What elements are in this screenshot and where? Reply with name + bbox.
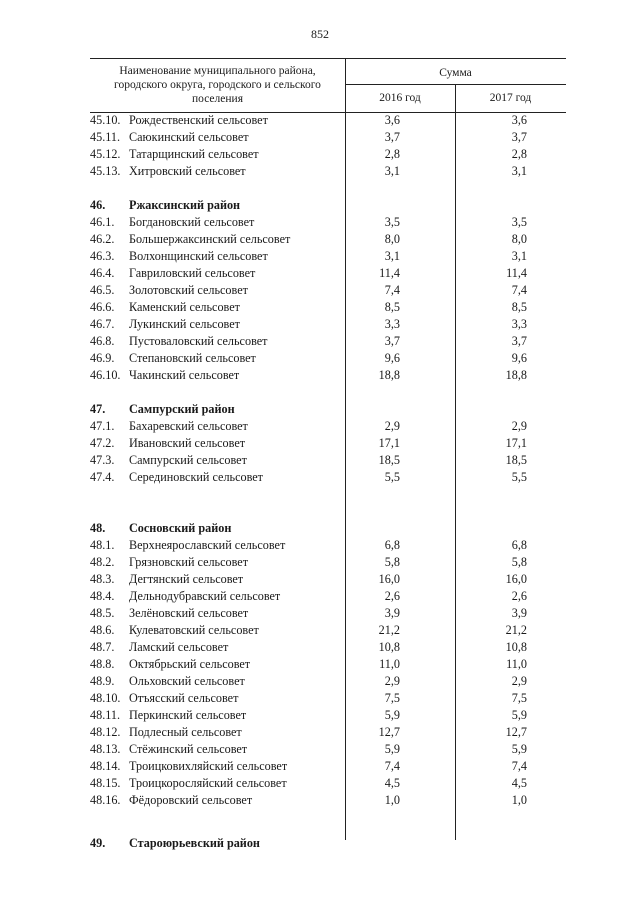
row-value-2017: 3,1: [511, 249, 527, 263]
row-value-2016: 7,4: [384, 759, 400, 773]
table-row: [90, 333, 550, 350]
row-name: Бахаревский сельсовет: [129, 419, 248, 433]
row-value-2016: 6,8: [384, 538, 400, 552]
row-value-2016: 3,3: [384, 317, 400, 331]
district-row: [90, 835, 550, 852]
row-code: 48.3.: [90, 572, 115, 586]
row-value-2016: 5,8: [384, 555, 400, 569]
row-code: 48.7.: [90, 640, 115, 654]
row-value-2016: 3,7: [384, 334, 400, 348]
row-code: 48.12.: [90, 725, 121, 739]
page-number: 852: [311, 27, 329, 41]
row-value-2017: 3,7: [511, 130, 527, 144]
row-name: Фёдоровский сельсовет: [129, 793, 253, 807]
row-name: Пустоваловский сельсовет: [129, 334, 268, 348]
row-value-2016: 3,1: [384, 164, 400, 178]
row-code: 48.4.: [90, 589, 115, 603]
row-value-2016: 5,9: [384, 708, 400, 722]
district-row: [90, 520, 550, 537]
table-row: [90, 707, 550, 724]
row-value-2016: 7,5: [384, 691, 400, 705]
table-row: [90, 605, 550, 622]
row-code: 48.5.: [90, 606, 115, 620]
district-row: [90, 197, 550, 214]
row-name: Богдановский сельсовет: [129, 215, 255, 229]
row-value-2016: 11,4: [379, 266, 400, 280]
row-name: Кулеватовский сельсовет: [129, 623, 259, 637]
table-row: [90, 741, 550, 758]
row-code: 48.9.: [90, 674, 115, 688]
row-name: Дегтянский сельсовет: [129, 572, 244, 586]
row-value-2017: 3,5: [511, 215, 527, 229]
table-row: [90, 129, 550, 146]
row-code: 45.10.: [90, 113, 121, 127]
row-value-2017: 5,8: [511, 555, 527, 569]
table-row: [90, 469, 550, 486]
table-top-border: [90, 58, 566, 59]
header-year-2016: 2016 год: [379, 92, 421, 104]
table-row: [90, 554, 550, 571]
row-name: Хитровский сельсовет: [129, 164, 246, 178]
row-name: Отъясский сельсовет: [129, 691, 239, 705]
table-row: [90, 299, 550, 316]
row-value-2017: 8,5: [511, 300, 527, 314]
row-code: 46.10.: [90, 368, 121, 382]
row-value-2017: 2,9: [511, 419, 527, 433]
row-code: 47.2.: [90, 436, 115, 450]
row-code: 46.5.: [90, 283, 115, 297]
row-name: Сампурский район: [129, 402, 235, 416]
row-code: 48.2.: [90, 555, 115, 569]
row-name: Дельнодубравский сельсовет: [129, 589, 281, 603]
row-value-2017: 16,0: [505, 572, 527, 586]
table-row: [90, 316, 550, 333]
table-row: [90, 792, 550, 809]
row-value-2017: 17,1: [505, 436, 527, 450]
table-row: [90, 282, 550, 299]
table-row: [90, 690, 550, 707]
row-value-2016: 21,2: [378, 623, 400, 637]
row-code: 46.: [90, 198, 106, 212]
row-name: Зелёновский сельсовет: [129, 606, 249, 620]
row-value-2016: 3,1: [384, 249, 400, 263]
row-value-2017: 5,5: [511, 470, 527, 484]
row-value-2016: 8,0: [384, 232, 400, 246]
row-code: 47.4.: [90, 470, 115, 484]
row-name: Ламский сельсовет: [129, 640, 229, 654]
row-value-2017: 9,6: [511, 351, 527, 365]
row-value-2016: 17,1: [378, 436, 400, 450]
row-value-2016: 18,8: [378, 368, 400, 382]
row-value-2016: 2,6: [384, 589, 400, 603]
row-value-2017: 4,5: [511, 776, 527, 790]
row-code: 48.16.: [90, 793, 121, 807]
row-code: 46.7.: [90, 317, 115, 331]
row-value-2017: 5,9: [511, 708, 527, 722]
row-code: 45.12.: [90, 147, 121, 161]
row-value-2017: 18,8: [505, 368, 527, 382]
row-name: Ольховский сельсовет: [129, 674, 245, 688]
row-value-2017: 11,4: [506, 266, 527, 280]
row-value-2016: 10,8: [378, 640, 400, 654]
table-row: [90, 775, 550, 792]
row-value-2016: 8,5: [384, 300, 400, 314]
row-code: 48.10.: [90, 691, 121, 705]
header-sum: Сумма: [439, 67, 472, 79]
row-code: 47.1.: [90, 419, 115, 433]
row-value-2016: 16,0: [378, 572, 400, 586]
row-code: 49.: [90, 836, 106, 850]
row-code: 46.3.: [90, 249, 115, 263]
row-code: 46.8.: [90, 334, 115, 348]
table-row: [90, 656, 550, 673]
table-row: [90, 758, 550, 775]
row-value-2017: 2,9: [511, 674, 527, 688]
row-code: 46.2.: [90, 232, 115, 246]
row-code: 46.1.: [90, 215, 115, 229]
row-name: Чакинский сельсовет: [129, 368, 240, 382]
row-name: Сампурский сельсовет: [129, 453, 247, 467]
row-value-2016: 3,9: [384, 606, 400, 620]
row-code: 46.6.: [90, 300, 115, 314]
row-code: 48.15.: [90, 776, 121, 790]
row-code: 45.11.: [90, 130, 121, 144]
row-name: Троицкоросляйский сельсовет: [129, 776, 287, 790]
row-name: Золотовский сельсовет: [129, 283, 248, 297]
row-value-2017: 2,6: [511, 589, 527, 603]
row-value-2017: 2,8: [511, 147, 527, 161]
table-row: [90, 350, 550, 367]
table-row: [90, 673, 550, 690]
row-value-2016: 2,9: [384, 674, 400, 688]
row-name: Октябрьский сельсовет: [129, 657, 251, 671]
row-value-2017: 6,8: [511, 538, 527, 552]
row-name: Каменский сельсовет: [129, 300, 240, 314]
row-name: Стёжинский сельсовет: [129, 742, 248, 756]
row-code: 48.8.: [90, 657, 115, 671]
row-code: 48.: [90, 521, 106, 535]
row-value-2016: 2,8: [384, 147, 400, 161]
row-value-2017: 5,9: [511, 742, 527, 756]
row-code: 46.4.: [90, 266, 115, 280]
header-name-column: Наименование муниципального района, городского округа, городского и сельского поселения: [114, 65, 321, 105]
table-row: [90, 588, 550, 605]
table-row: [90, 435, 550, 452]
row-value-2017: 7,4: [511, 283, 527, 297]
row-value-2017: 8,0: [511, 232, 527, 246]
table-row: [90, 265, 550, 282]
row-name: Перкинский сельсовет: [129, 708, 247, 722]
table-row: [90, 622, 550, 639]
table-row: [90, 639, 550, 656]
row-name: Ивановский сельсовет: [129, 436, 246, 450]
row-name: Степановский сельсовет: [129, 351, 256, 365]
row-value-2016: 3,7: [384, 130, 400, 144]
table-row: [90, 248, 550, 265]
row-name: Саюкинский сельсовет: [129, 130, 249, 144]
row-code: 48.11.: [90, 708, 121, 722]
table-row: [90, 452, 550, 469]
row-value-2016: 2,9: [384, 419, 400, 433]
row-code: 45.13.: [90, 164, 121, 178]
row-name: Лукинский сельсовет: [129, 317, 240, 331]
row-code: 48.13.: [90, 742, 121, 756]
row-value-2016: 7,4: [384, 283, 400, 297]
row-value-2017: 10,8: [505, 640, 527, 654]
row-value-2017: 3,6: [511, 113, 527, 127]
row-value-2017: 11,0: [506, 657, 527, 671]
row-value-2016: 5,5: [384, 470, 400, 484]
row-name: Серединовский сельсовет: [129, 470, 264, 484]
district-row: [90, 401, 550, 418]
row-name: Гавриловский сельсовет: [129, 266, 256, 280]
row-value-2016: 4,5: [384, 776, 400, 790]
table-row: [90, 231, 550, 248]
row-code: 47.3.: [90, 453, 115, 467]
row-name: Татарщинский сельсовет: [129, 147, 259, 161]
row-name: Староюрьевский район: [129, 836, 260, 850]
row-value-2017: 3,7: [511, 334, 527, 348]
row-code: 47.: [90, 402, 106, 416]
table-row: [90, 724, 550, 741]
row-value-2016: 1,0: [384, 793, 400, 807]
table-row: [90, 537, 550, 554]
row-value-2017: 1,0: [511, 793, 527, 807]
row-name: Ржаксинский район: [129, 198, 241, 212]
row-name: Верхнеярославский сельсовет: [129, 538, 286, 552]
row-value-2017: 3,9: [511, 606, 527, 620]
table-row: [90, 163, 550, 180]
table-row: [90, 214, 550, 231]
row-value-2017: 7,4: [511, 759, 527, 773]
row-value-2017: 3,3: [511, 317, 527, 331]
row-value-2016: 11,0: [379, 657, 400, 671]
table-row: [90, 418, 550, 435]
table-row: [90, 146, 550, 163]
row-code: 48.6.: [90, 623, 115, 637]
row-name: Сосновский район: [129, 521, 232, 535]
header-year-2017: 2017 год: [489, 92, 532, 104]
table-row: [90, 367, 550, 384]
row-value-2016: 12,7: [378, 725, 400, 739]
row-value-2016: 3,5: [384, 215, 400, 229]
row-name: Подлесный сельсовет: [129, 725, 242, 739]
table-row: [90, 112, 550, 129]
row-value-2017: 18,5: [505, 453, 527, 467]
row-code: 48.1.: [90, 538, 115, 552]
row-value-2016: 18,5: [378, 453, 400, 467]
row-name: Волхонщинский сельсовет: [129, 249, 268, 263]
row-value-2017: 21,2: [505, 623, 527, 637]
table-row: [90, 571, 550, 588]
row-name: Большержаксинский сельсовет: [129, 232, 291, 246]
row-code: 46.9.: [90, 351, 115, 365]
row-name: Рождественский сельсовет: [129, 113, 268, 127]
row-value-2017: 12,7: [505, 725, 527, 739]
row-value-2016: 3,6: [384, 113, 400, 127]
row-value-2016: 5,9: [384, 742, 400, 756]
row-name: Троицковихляйский сельсовет: [129, 759, 288, 773]
row-value-2017: 7,5: [511, 691, 527, 705]
row-value-2016: 9,6: [384, 351, 400, 365]
row-code: 48.14.: [90, 759, 121, 773]
row-value-2017: 3,1: [511, 164, 527, 178]
row-name: Грязновский сельсовет: [129, 555, 249, 569]
